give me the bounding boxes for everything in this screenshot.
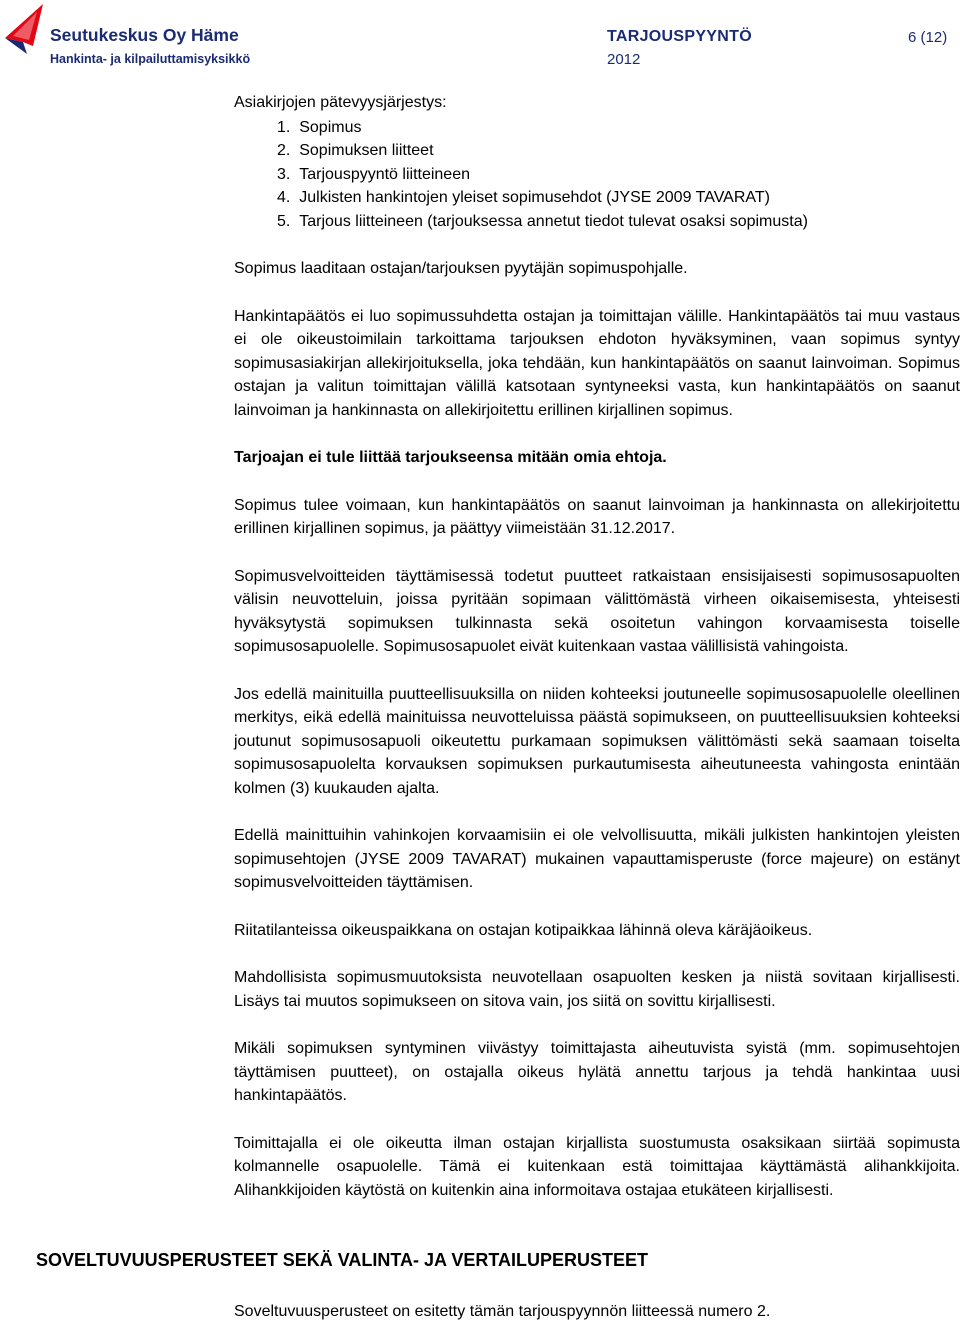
paragraph-force-majeure: Edellä mainittuihin vahinkojen korvaamisiin ei ole velvollisuutta, mikäli julkisten hankintojen yleisten sopimusehtojen (JYSE 2009 TAVARAT) mukainen vapauttamisperuste (force majeure) on estänyt sopimusvelvoitteiden täyttämisen. [234, 827, 960, 891]
page-header [0, 0, 960, 78]
paragraph-no-own-terms: Tarjoajan ei tule liittää tarjoukseensa mitään omia ehtoja. [234, 449, 667, 466]
list-item: 5. Tarjous liitteineen (tarjouksessa annetut tiedot tulevat osaksi sopimusta) [277, 212, 808, 230]
organization-unit: Hankinta- ja kilpailuttamisyksikkö [50, 52, 251, 66]
red-bird-logo-icon [3, 2, 49, 56]
page-number: 6 (12) [908, 29, 948, 46]
document-type: TARJOUSPYYNTÖ [607, 28, 752, 45]
paragraph-jurisdiction: Riitatilanteissa oikeuspaikkana on ostajan kotipaikkaa lähinnä oleva käräjäoikeus. [234, 921, 813, 939]
list-item: 1. Sopimus [277, 118, 362, 136]
document-year: 2012 [607, 51, 641, 68]
paragraph-contract-validity: Sopimus tulee voimaan, kun hankintapäätös on saanut lainvoiman ja hankinnasta on allekirjoitettu erillinen kirjallinen sopimus, ja päättyy viimeistään 31.12.2017. [234, 496, 960, 537]
list-item: 4. Julkisten hankintojen yleiset sopimusehdot (JYSE 2009 TAVARAT) [277, 189, 770, 206]
list-item: 2. Sopimuksen liitteet [277, 142, 434, 159]
paragraph-delay: Mikäli sopimuksen syntyminen viivästyy toimittajasta aiheutuvista syistä (mm. sopimusehtojen täyttämisen puutteet), on ostajalla oikeus hylätä annettu tarjous ja tehdä hankintaa uusi hankintapäätös. [234, 1040, 960, 1104]
list-item: 3. Tarjouspyyntö liitteineen [277, 165, 470, 183]
paragraph-amendments: Mahdollisista sopimusmuutoksista neuvotellaan osapuolten kesken ja niistä sovitaan kirjallisesti. Lisäys tai muutos sopimukseen on sitova vain, jos siitä on sovittu kirjallisesti. [234, 969, 960, 1010]
order-title: Asiakirjojen pätevyysjärjestys: [234, 94, 447, 111]
section-heading: SOVELTUVUUSPERUSTEET SEKÄ VALINTA- JA VERTAILUPERUSTEET [36, 1250, 649, 1270]
paragraph-suitability: Soveltuvuusperusteet on esitetty tämän tarjouspyynnön liitteessä numero 2. [234, 1303, 771, 1320]
paragraph-deficiencies: Sopimusvelvoitteiden täyttämisessä todetut puutteet ratkaistaan ensisijaisesti sopimusosapuolten välisin neuvotteluin, joissa pyritään sopimaan välittömästä virheen oikaisemisesta, yhteisesti hyväksytystä sopimuksen tulkinnasta sekä osoitetun vahingon korvaamisesta toiselle sopimusosapuolelle. Sopimusosapuolet eivät kuitenkaan vastaa välillisistä vahingoista. [234, 567, 960, 655]
paragraph-termination: Jos edellä mainituilla puutteellisuuksilla on niiden kohteeksi joutuneelle sopimusosapuolelle oleellinen merkitys, eikä edellä mainituissa neuvotteluissa päästä sopimukseen, on puutteellisuuksien kohteeksi joutunut sopimusosapuoli oikeutettu purkamaan sopimuksen välittömästi sekä saamaan toiselta sopimusosapuolelta korvauksen sopimuksen purkautumisesta aiheutuneesta vahingosta enintään kolmen (3) kuukauden ajalta. [234, 685, 960, 797]
precedence-list [234, 116, 960, 234]
paragraph-procurement-decision: Hankintapäätös ei luo sopimussuhdetta ostajan ja toimittajan välille. Hankintapäätös tai muu vastaus ei ole oikeustoimilain tarkoittama tarjouksen ehdoton hyväksyminen, vaan sopimus syntyy sopimusasiakirjan allekirjoituksella, joka tehdään, kun hankintapäätös on saanut lainvoiman. Sopimus ostajan ja valitun toimittajan välillä katsotaan syntyneeksi vasta, kun hankintapäätös on saanut lainvoiman ja hankinnasta on allekirjoitettu erillinen kirjallinen sopimus. [234, 307, 960, 419]
organization-name: Seutukeskus Oy Häme [50, 25, 239, 45]
paragraph-contract-template: Sopimus laaditaan ostajan/tarjouksen pyytäjän sopimuspohjalle. [234, 260, 688, 277]
paragraph-subcontracting: Toimittajalla ei ole oikeutta ilman ostajan kirjallista suostumusta osaksikaan siirtää sopimusta kolmannelle osapuolelle. Tämä ei kuitenkaan estä toimittajaa käyttämästä alihankkijoita. Alihankkijoiden käytöstä on kuitenkin aina informoitava ostajaa etukäteen kirjallisesti. [234, 1134, 960, 1199]
document-body [234, 91, 960, 1202]
